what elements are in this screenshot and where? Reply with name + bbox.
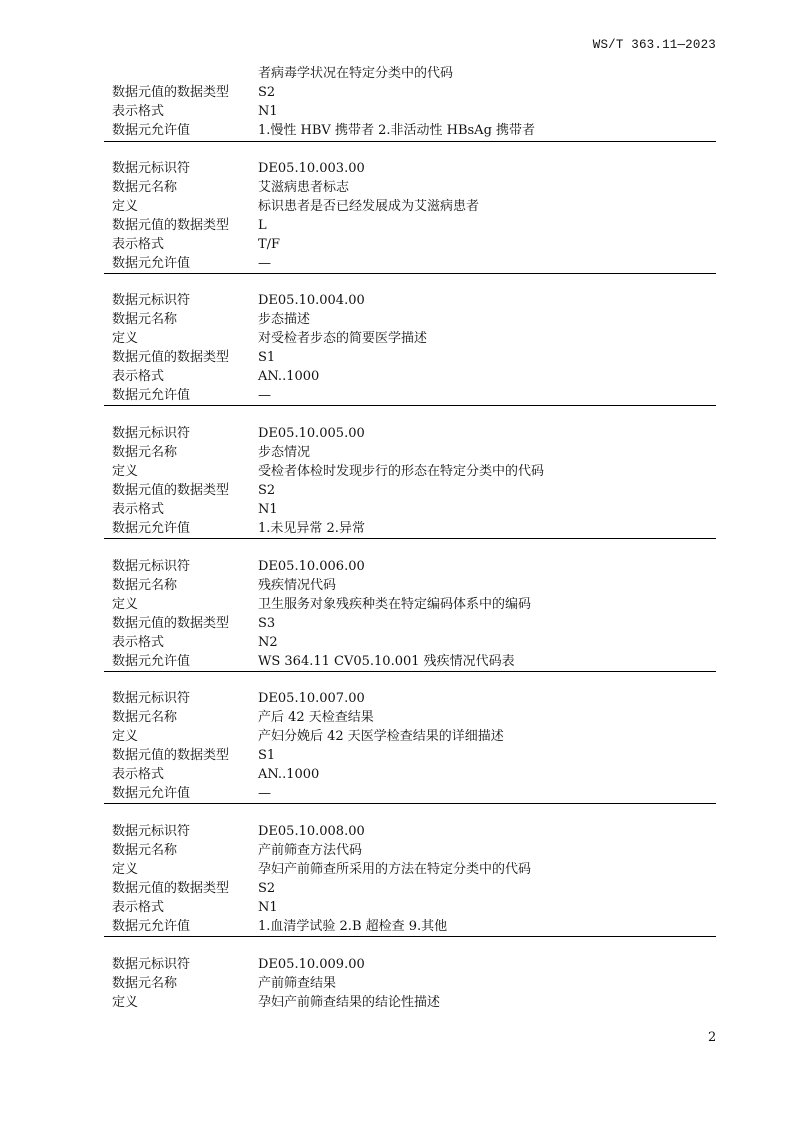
definition-label: 定义 (112, 199, 139, 214)
data-type-row (0, 481, 793, 500)
definition-value: 对受检者步态的简要医学描述 (258, 331, 428, 346)
element-id-row (0, 822, 793, 841)
definition-row (0, 197, 793, 216)
element-id-value: DE05.10.009.00 (258, 957, 365, 972)
data-type-row (0, 879, 793, 898)
data-type-value: S1 (258, 748, 276, 763)
element-id-row (0, 291, 793, 310)
data-type-row (0, 348, 793, 367)
data-type-value: S1 (258, 350, 276, 365)
element-id-value: DE05.10.005.00 (258, 426, 365, 441)
element-name-value: 产前筛查方法代码 (258, 843, 363, 858)
continuation-allowed-row (0, 121, 793, 140)
element-name-row (0, 841, 793, 860)
definition-row (0, 860, 793, 879)
data-type-value: L (258, 218, 267, 233)
section-divider (104, 936, 716, 937)
format-value: AN..1000 (258, 369, 320, 384)
element-name-value: 步态描述 (258, 312, 311, 327)
format-label: 表示格式 (112, 900, 165, 915)
element-id-label: 数据元标识符 (112, 957, 191, 972)
element-id-value: DE05.10.004.00 (258, 293, 365, 308)
section-divider (104, 141, 716, 142)
data-type-value: S2 (258, 85, 276, 100)
allowed-values-row (0, 784, 793, 803)
format-label: 表示格式 (112, 237, 165, 252)
definition-value: 孕妇产前筛查所采用的方法在特定分类中的代码 (258, 862, 532, 877)
allowed-values-label: 数据元允许值 (112, 919, 191, 934)
element-id-value: DE05.10.003.00 (258, 161, 365, 176)
allowed-values-label: 数据元允许值 (112, 786, 191, 801)
format-label: 表示格式 (112, 635, 165, 650)
allowed-values-value: — (258, 786, 271, 801)
format-row (0, 633, 793, 652)
data-type-row (0, 614, 793, 633)
format-row (0, 235, 793, 254)
data-type-value: S2 (258, 881, 276, 896)
section-divider (104, 538, 716, 539)
data-type-label: 数据元值的数据类型 (112, 748, 230, 763)
element-id-row (0, 159, 793, 178)
definition-row (0, 595, 793, 614)
allowed-values-label: 数据元允许值 (112, 654, 191, 669)
element-name-label: 数据元名称 (112, 180, 178, 195)
standard-number: WS/T 363.11—2023 (592, 38, 716, 52)
element-id-label: 数据元标识符 (112, 293, 191, 308)
element-id-label: 数据元标识符 (112, 691, 191, 706)
data-type-label: 数据元值的数据类型 (112, 218, 230, 233)
element-name-row (0, 974, 793, 993)
element-id-label: 数据元标识符 (112, 426, 191, 441)
allowed-values-value: WS 364.11 CV05.10.001 残疾情况代码表 (258, 654, 515, 669)
element-name-value: 残疾情况代码 (258, 578, 337, 593)
element-name-value: 产后 42 天检查结果 (258, 710, 374, 725)
allowed-values-value: — (258, 388, 271, 403)
allowed-values-value: — (258, 256, 271, 271)
element-name-row (0, 708, 793, 727)
format-label: 表示格式 (112, 502, 165, 517)
element-id-row (0, 955, 793, 974)
element-id-value: DE05.10.008.00 (258, 824, 365, 839)
element-name-row (0, 576, 793, 595)
definition-value: 标识患者是否已经发展成为艾滋病患者 (258, 199, 480, 214)
element-id-value: DE05.10.006.00 (258, 559, 365, 574)
format-value: N1 (258, 900, 278, 915)
allowed-values-value: 1.未见异常 2.异常 (258, 521, 365, 536)
definition-label: 定义 (112, 331, 139, 346)
data-type-label: 数据元值的数据类型 (112, 350, 230, 365)
allowed-values-label: 数据元允许值 (112, 521, 191, 536)
section-divider (104, 273, 716, 274)
element-name-label: 数据元名称 (112, 445, 178, 460)
element-name-row (0, 443, 793, 462)
definition-value: 者病毒学状况在特定分类中的代码 (258, 66, 454, 81)
definition-value: 受检者体检时发现步行的形态在特定分类中的代码 (258, 464, 545, 479)
data-type-label: 数据元值的数据类型 (112, 881, 230, 896)
definition-value: 卫生服务对象残疾种类在特定编码体系中的编码 (258, 597, 532, 612)
element-id-row (0, 557, 793, 576)
format-value: N2 (258, 635, 278, 650)
element-name-value: 步态情况 (258, 445, 311, 460)
allowed-values-row (0, 652, 793, 671)
allowed-values-row (0, 519, 793, 538)
allowed-values-value: 1.慢性 HBV 携带者 2.非活动性 HBsAg 携带者 (258, 123, 536, 138)
data-type-label: 数据元值的数据类型 (112, 85, 230, 100)
format-label: 表示格式 (112, 104, 165, 119)
continuation-definition-row (0, 64, 793, 83)
element-name-label: 数据元名称 (112, 710, 178, 725)
element-name-label: 数据元名称 (112, 843, 178, 858)
element-name-value: 产前筛查结果 (258, 976, 337, 991)
data-type-label: 数据元值的数据类型 (112, 616, 230, 631)
format-value: T/F (258, 237, 281, 252)
element-name-value: 艾滋病患者标志 (258, 180, 350, 195)
definition-label: 定义 (112, 729, 139, 744)
element-name-row (0, 178, 793, 197)
element-id-value: DE05.10.007.00 (258, 691, 365, 706)
definition-label: 定义 (112, 862, 139, 877)
continuation-format-row (0, 102, 793, 121)
format-row (0, 500, 793, 519)
definition-value: 产妇分娩后 42 天医学检查结果的详细描述 (258, 729, 504, 744)
data-type-value: S3 (258, 616, 276, 631)
element-id-row (0, 424, 793, 443)
definition-row (0, 727, 793, 746)
format-row (0, 367, 793, 386)
allowed-values-value: 1.血清学试验 2.B 超检查 9.其他 (258, 919, 448, 934)
allowed-values-label: 数据元允许值 (112, 123, 191, 138)
definition-value: 孕妇产前筛查结果的结论性描述 (258, 995, 441, 1010)
format-row (0, 765, 793, 784)
data-type-label: 数据元值的数据类型 (112, 483, 230, 498)
definition-label: 定义 (112, 995, 139, 1010)
element-name-label: 数据元名称 (112, 578, 178, 593)
format-value: N1 (258, 502, 278, 517)
format-value: AN..1000 (258, 767, 320, 782)
data-type-row (0, 216, 793, 235)
page-number: 2 (708, 1030, 717, 1045)
definition-row (0, 329, 793, 348)
allowed-values-label: 数据元允许值 (112, 256, 191, 271)
element-name-label: 数据元名称 (112, 312, 178, 327)
continuation-data-type-row (0, 83, 793, 102)
element-id-label: 数据元标识符 (112, 559, 191, 574)
data-type-value: S2 (258, 483, 276, 498)
allowed-values-label: 数据元允许值 (112, 388, 191, 403)
element-name-row (0, 310, 793, 329)
section-divider (104, 671, 716, 672)
section-divider (104, 803, 716, 804)
allowed-values-row (0, 917, 793, 936)
element-id-label: 数据元标识符 (112, 161, 191, 176)
definition-label: 定义 (112, 597, 139, 612)
format-label: 表示格式 (112, 767, 165, 782)
format-row (0, 898, 793, 917)
definition-label: 定义 (112, 464, 139, 479)
allowed-values-row (0, 254, 793, 273)
section-divider (104, 405, 716, 406)
definition-row (0, 462, 793, 481)
element-id-row (0, 689, 793, 708)
element-name-label: 数据元名称 (112, 976, 178, 991)
format-label: 表示格式 (112, 369, 165, 384)
data-type-row (0, 746, 793, 765)
definition-row (0, 993, 793, 1012)
element-id-label: 数据元标识符 (112, 824, 191, 839)
allowed-values-row (0, 386, 793, 405)
format-value: N1 (258, 104, 278, 119)
